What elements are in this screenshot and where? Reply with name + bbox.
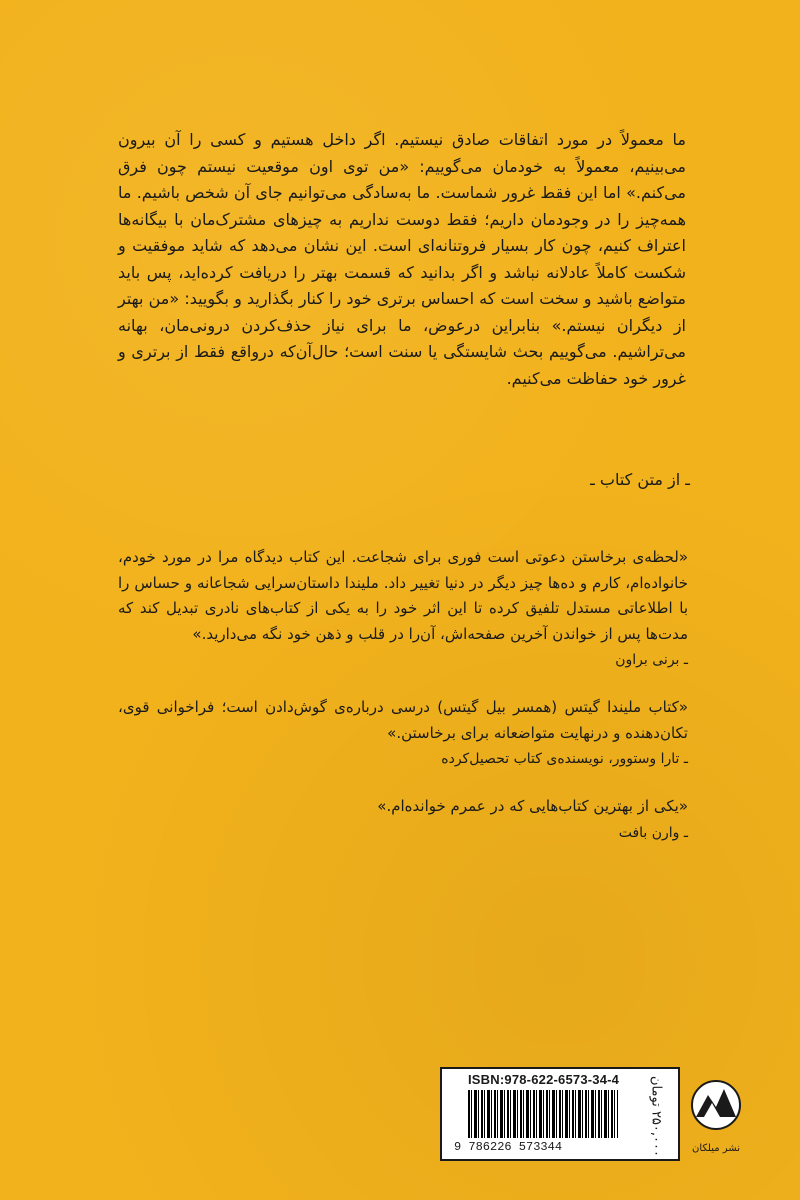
endorsement-author: ـ تارا وستوور، نویسنده‌ی کتاب تحصیل‌کرده: [441, 751, 688, 767]
endorsement-author: ـ برنی براون: [615, 652, 688, 668]
barcode-bars: [468, 1090, 618, 1138]
endorsement-quote: «یکی از بهترین کتاب‌هایی که در عمرم خوانده‌ام.»: [377, 797, 688, 815]
endorsements: [118, 545, 688, 868]
endorsement-author: ـ وارن بافت: [618, 824, 688, 841]
endorsement-quote: «لحظه‌ی برخاستن دعوتی است فوری برای شجاعت. این کتاب دیدگاه مرا در مورد خودم، خانواده‌ام، کارم و ده‌ها چیز دیگر در دنیا تغییر داد. ملیندا داستان‌سرایی شجاعانه و حساس را با اطلاعاتی مستدل تلفیق کرده تا این اثر خود را به یکی از کتاب‌های نادری تبدیل کند که مدت‌ها پس از خواندن آخرین صفحه‌اش، آن‌را در قلب و ذهن خود نگه می‌دارید.»: [118, 548, 688, 643]
excerpt-source: ـ از متن کتاب ـ: [590, 470, 690, 489]
barcode-digits: 9 786226 573344: [454, 1140, 563, 1154]
publisher-name: نشر میلکان: [692, 1143, 740, 1154]
isbn-number: ISBN:978-622-6573-34-4: [468, 1072, 620, 1087]
endorsement-quote: «کتاب ملیندا گیتس (همسر بیل گیتس) درسی درباره‌ی گوش‌دادن است؛ فراخوانی قوی، تکان‌دهنده و درنهایت متواضعانه برای برخاستن.»: [118, 698, 688, 742]
endorsement: [118, 695, 688, 770]
endorsement: [118, 545, 688, 671]
book-excerpt: ما معمولاً در مورد اتفاقات صادق نیستیم. اگر داخل هستیم و کسی را آن بیرون می‌بینیم، معمولاً به خودمان می‌گوییم: «من توی اون موقعیت نیستم چون فرق می‌کنم.» اما این فقط غرور شماست. ما به‌سادگی می‌توانیم جای آن شخص باشیم. ما همه‌چیز را در وجودمان داریم؛ فقط دوست نداریم به چیزهای مشترک‌مان با بیگانه‌ها اعتراف کنیم، چون کار بسیار فروتنانه‌ای است. این نشان می‌دهد که شاید موفقیت و شکست کاملاً عادلانه نباشد و اگر بدانید که قسمت بهتر را دریافت کرده‌اید، پس باید متواضع باشید و سخت است که احساس برتری خود را کنار بگذارید و بگویید: «من بهتر از دیگران نیستم.» بنابراین درعوض، ما برای نیاز حذف‌کردن درونی‌مان، بهانه می‌تراشیم. می‌گوییم بحث شایستگی یا سنت است؛ حال‌آن‌که درواقع فقط از برتری و غرور خود حفاظت می‌کنیم.: [118, 130, 686, 388]
price-label: ۲۵۰,۰۰۰ تومان: [648, 1075, 664, 1157]
endorsement: [118, 794, 688, 844]
